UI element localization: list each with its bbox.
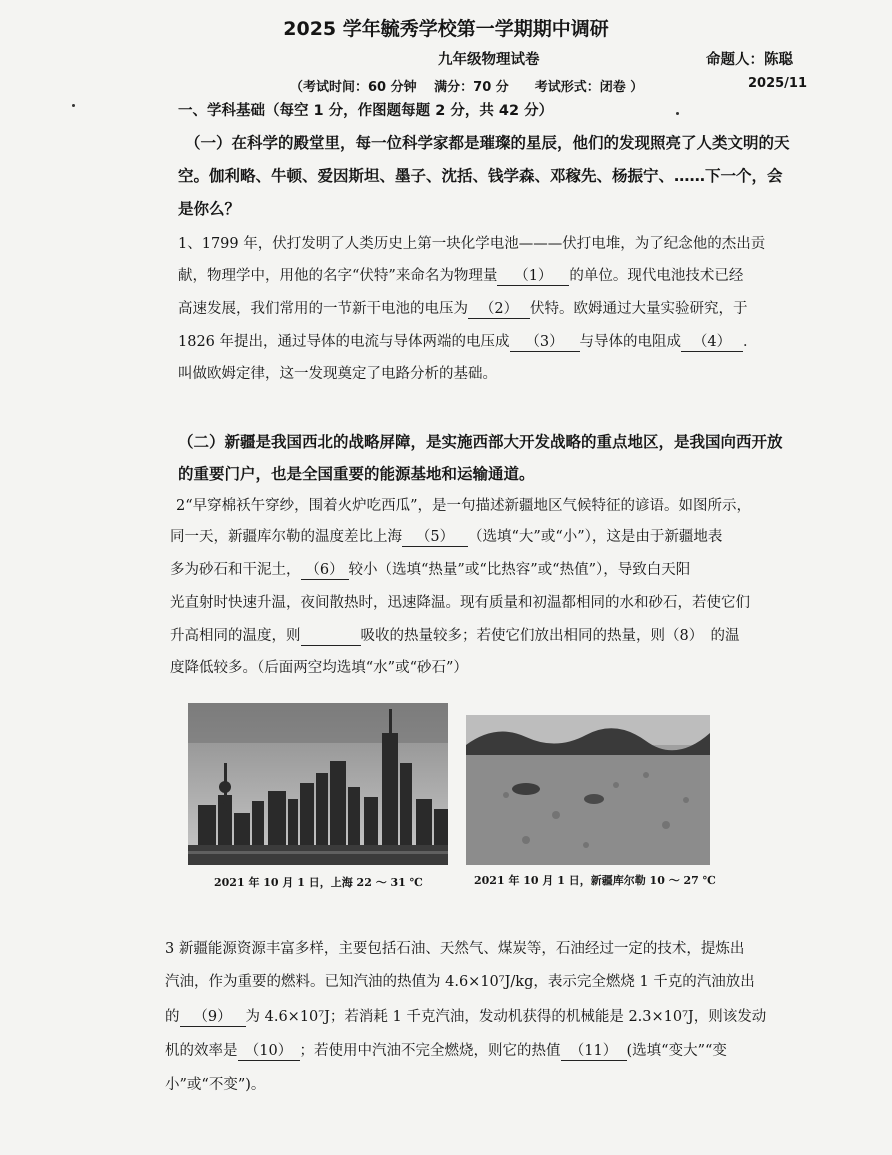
- answer-blank-11[interactable]: （11）: [561, 1039, 627, 1061]
- q1-text: 1826 年提出，通过导体的电流与导体两端的电压成: [178, 334, 510, 350]
- exam-info: （考试时间：60 分钟 满分：70 分 考试形式：闭卷 ）: [290, 80, 644, 95]
- answer-blank-1[interactable]: （1）: [497, 264, 569, 286]
- q1-text: 伏特。欧姆通过大量实验研究，于: [530, 301, 748, 317]
- q2-line: 光直射时快速升温，夜间散热时，迅速降温。现有质量和初温都相同的水和砂石，若使它们: [170, 595, 750, 611]
- photo-caption-left: 2021 年 10 月 1 日，上海 22 ～ 31 ℃: [214, 876, 423, 889]
- answer-blank-2[interactable]: （2）: [468, 297, 530, 319]
- q1-line: 叫做欧姆定律，这一发现奠定了电路分析的基础。: [178, 366, 497, 382]
- q1-text: 的单位。现代电池技术已经: [569, 268, 744, 284]
- answer-blank-4[interactable]: （4）: [681, 330, 743, 352]
- part1-intro-line: 是你么？: [178, 200, 241, 218]
- answer-blank-7[interactable]: [301, 624, 361, 646]
- exam-date: 2025/11: [748, 76, 808, 91]
- q2-line: [170, 525, 722, 547]
- shanghai-skyline-photo: [188, 703, 448, 865]
- q1-text: 与导体的电阻成: [579, 334, 682, 350]
- answer-blank-9[interactable]: （9）: [180, 1005, 246, 1027]
- answer-blank-5[interactable]: （5）: [402, 525, 468, 547]
- q2-line: 2“早穿棉袄午穿纱，围着火炉吃西瓜”，是一句描述新疆地区气候特征的谚语。如图所示，: [176, 498, 752, 514]
- q1-line: 1、1799 年，伏打发明了人类历史上第一块化学电池———伏打电堆，为了纪念他的杰出贡: [178, 236, 766, 252]
- korla-landscape-photo: [466, 715, 710, 865]
- answer-blank-10[interactable]: （10）: [238, 1039, 300, 1061]
- q2-line: [170, 558, 690, 580]
- q3-text: 为 4.6×10⁷J；若消耗 1 千克汽油，发动机获得的机械能是 2.3×10⁷J，则该发动: [245, 1009, 767, 1025]
- q3-line: [165, 1005, 766, 1027]
- q1-text: 献，物理学中，用他的名字“伏特”来命名为物理量: [178, 268, 498, 284]
- q2-text: 多为砂石和干泥土，: [170, 562, 301, 578]
- q3-line: 小”或“不变”)。: [165, 1077, 266, 1093]
- exam-subject: 九年级物理试卷: [438, 52, 540, 68]
- q1-line: [178, 264, 743, 286]
- q2-text: 较小（选填“热量”或“比热容”或“热值”），导致白天阳: [348, 562, 691, 578]
- part2-intro-line: 的重要门户，也是全国重要的能源基地和运输通道。: [178, 465, 535, 483]
- q3-line: 3 新疆能源资源丰富多样，主要包括石油、天然气、煤炭等，石油经过一定的技术，提炼出: [165, 941, 745, 957]
- part1-intro-line: （一）在科学的殿堂里，每一位科学家都是璀璨的星辰，他们的发现照亮了人类文明的天: [185, 134, 790, 152]
- q3-text: (选填“变大”“变: [626, 1043, 727, 1059]
- q3-line: 汽油，作为重要的燃料。已知汽油的热值为 4.6×10⁷J/kg，表示完全燃烧 1 千克的汽油放出: [165, 974, 755, 990]
- q2-text: 同一天，新疆库尔勒的温度差比上海: [170, 529, 402, 545]
- q3-line: [165, 1039, 727, 1061]
- q2-text: 吸收的热量较多；若使它们放出相同的热量，则（8） 的温: [360, 628, 740, 644]
- scan-mark: [72, 104, 75, 107]
- q1-text: ．: [743, 334, 758, 350]
- q1-line: [178, 330, 758, 352]
- part1-intro-line: 空。伽利略、牛顿、爱因斯坦、墨子、沈括、钱学森、邓稼先、杨振宁、……下一个，会: [178, 167, 783, 185]
- q3-text: ；若使用中汽油不完全燃烧，则它的热值: [299, 1043, 561, 1059]
- q2-line: 度降低较多。（后面两空均选填“水”或“砂石”）: [170, 660, 468, 676]
- answer-blank-6[interactable]: （6）: [301, 558, 349, 580]
- answer-blank-3[interactable]: （3）: [510, 330, 580, 352]
- section-heading: 一、学科基础（每空 1 分，作图题每题 2 分，共 42 分）: [178, 103, 554, 119]
- q2-text: （选填“大”或“小”），这是由于新疆地表: [468, 529, 723, 545]
- photo-caption-right: 2021 年 10 月 1 日，新疆库尔勒 10 ～ 27 ℃: [474, 874, 716, 887]
- part2-intro-line: （二）新疆是我国西北的战略屏障，是实施西部大开发战略的重点地区，是我国向西开放: [178, 433, 783, 451]
- q1-text: 高速发展，我们常用的一节新干电池的电压为: [178, 301, 468, 317]
- q2-text: 升高相同的温度，则: [170, 628, 301, 644]
- q2-line: [170, 624, 739, 646]
- q3-text: 的: [165, 1009, 180, 1025]
- q3-text: 机的效率是: [165, 1043, 238, 1059]
- scan-mark: [676, 112, 679, 115]
- q1-line: [178, 297, 748, 319]
- exam-title: 2025 学年毓秀学校第一学期期中调研: [283, 18, 609, 40]
- exam-author: 命题人：陈聪: [706, 52, 793, 68]
